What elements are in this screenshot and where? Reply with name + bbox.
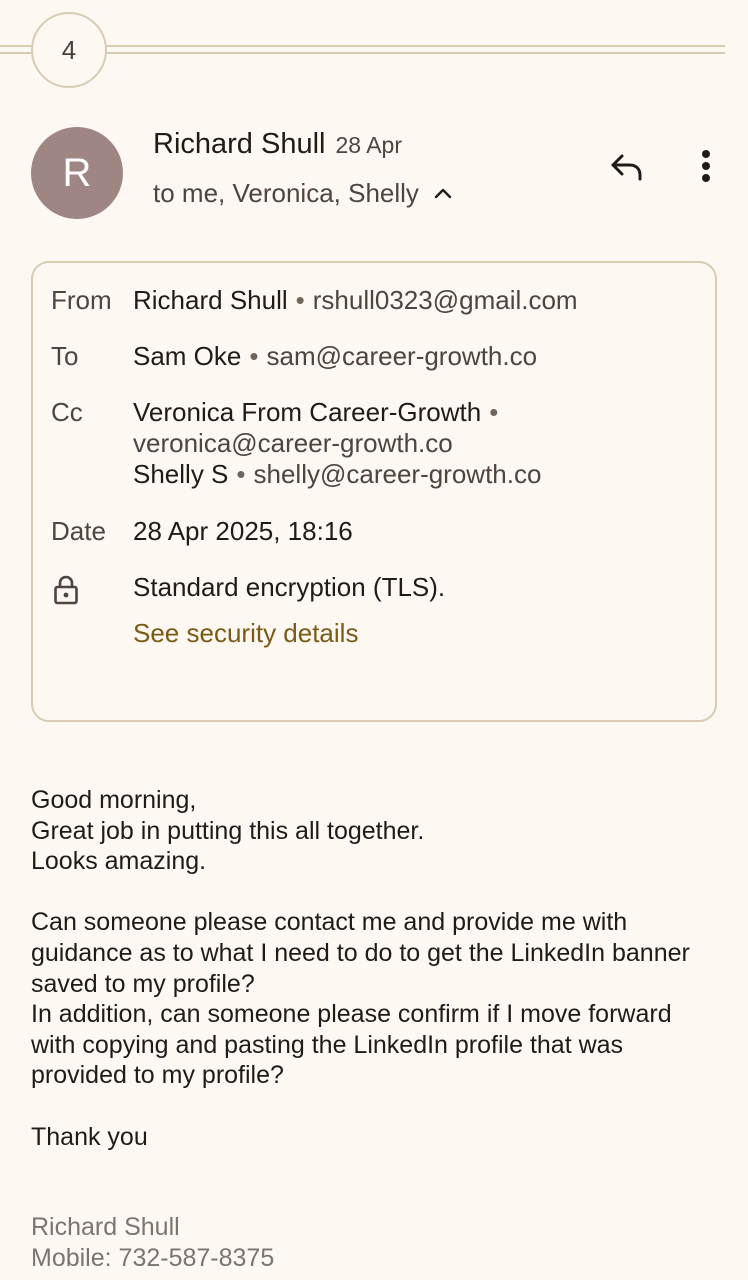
message-body <box>31 785 731 1152</box>
to-value <box>133 341 537 372</box>
body-line: Great job in putting this all together. <box>31 816 425 845</box>
security-block <box>133 572 445 649</box>
reply-icon <box>608 150 644 182</box>
sender-row <box>153 128 402 161</box>
cc-email[interactable]: shelly@career-growth.co <box>253 459 542 489</box>
separator-dot: • <box>236 459 246 489</box>
from-label: From <box>51 285 112 315</box>
body-line: Can someone please contact me and provide me with <box>31 908 628 937</box>
more-vert-icon <box>700 149 712 183</box>
body-line: with copying and pasting the LinkedIn profile that was <box>31 1030 624 1059</box>
cc-name[interactable]: Shelly S <box>133 459 229 489</box>
body-line: In addition, can someone please confirm if I move forward <box>31 1000 672 1029</box>
to-email[interactable]: sam@career-growth.co <box>266 341 538 371</box>
reply-button[interactable] <box>602 144 650 188</box>
avatar-letter: R <box>62 150 92 195</box>
cc-entry <box>133 397 541 428</box>
from-value <box>133 285 578 316</box>
more-options-button[interactable] <box>688 144 724 188</box>
separator-dot: • <box>489 397 499 427</box>
cc-label: Cc <box>51 397 83 427</box>
from-email[interactable]: rshull0323@gmail.com <box>312 285 578 315</box>
lock-icon <box>51 574 81 606</box>
thread-count: 4 <box>61 34 77 65</box>
email-signature <box>31 1212 274 1273</box>
cc-value <box>133 397 541 490</box>
encryption-text: Standard encryption (TLS). <box>133 572 446 602</box>
cc-email[interactable]: veronica@career-growth.co <box>133 428 453 458</box>
from-name[interactable]: Richard Shull <box>133 285 288 315</box>
separator-dot: • <box>249 341 259 371</box>
message-details-card <box>31 261 717 722</box>
date-value: 28 Apr 2025, 18:16 <box>133 516 353 546</box>
sender-avatar[interactable] <box>31 127 123 219</box>
body-line: Looks amazing. <box>31 847 207 876</box>
body-line: Good morning, <box>31 786 197 814</box>
separator-dot: • <box>295 285 305 315</box>
details-security-row <box>51 572 445 649</box>
cc-entry-email-line <box>133 428 541 459</box>
to-label: To <box>51 341 79 371</box>
chevron-up-icon <box>431 182 455 206</box>
lock-icon-wrap <box>51 572 133 649</box>
body-spacer <box>31 877 731 908</box>
body-spacer <box>31 1091 731 1122</box>
thread-divider <box>0 45 725 54</box>
thread-count-bubble[interactable] <box>31 12 107 88</box>
signature-name: Richard Shull <box>31 1213 180 1241</box>
body-line: guidance as to what I need to do to get the LinkedIn banner <box>31 938 690 967</box>
details-from-row <box>51 285 578 316</box>
to-name[interactable]: Sam Oke <box>133 341 242 371</box>
message-date: 28 Apr <box>335 132 402 158</box>
body-line: provided to my profile? <box>31 1061 284 1090</box>
body-line: Thank you <box>31 1122 148 1151</box>
body-line: saved to my profile? <box>31 969 255 998</box>
date-label: Date <box>51 516 106 546</box>
recipients-summary: to me, Veronica, Shelly <box>153 178 419 208</box>
security-details-link[interactable]: See security details <box>133 618 359 648</box>
recipients-toggle[interactable] <box>153 178 455 209</box>
cc-entry <box>133 459 541 490</box>
details-date-row <box>51 516 353 547</box>
details-to-row <box>51 341 537 372</box>
signature-mobile[interactable]: Mobile: 732-587-8375 <box>31 1243 275 1272</box>
sender-name: Richard Shull <box>153 128 326 160</box>
cc-name[interactable]: Veronica From Career-Growth <box>133 397 482 427</box>
details-cc-row <box>51 397 541 490</box>
